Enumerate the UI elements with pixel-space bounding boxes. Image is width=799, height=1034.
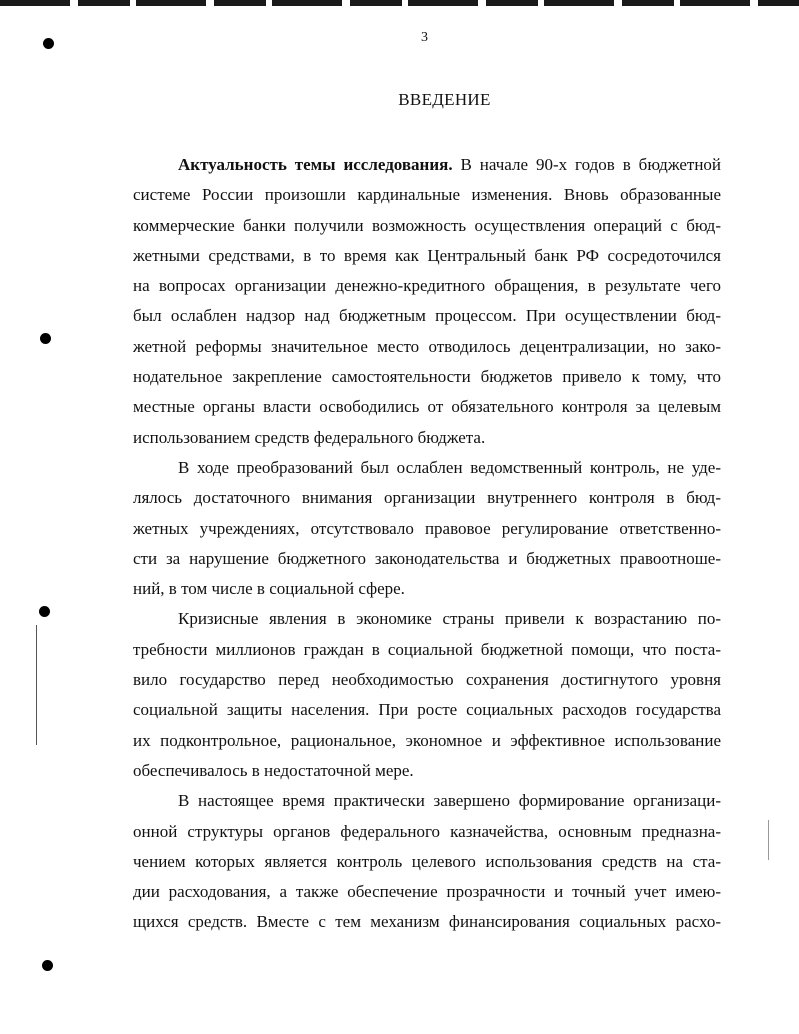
text-line: вило государство перед необходимостью сохранения достигнутого уровня xyxy=(133,670,721,690)
text-line: ний, в том числе в социальной сфере. xyxy=(133,579,405,599)
text-line: на вопросах организации денежно-кредитного обращения, в результате чего xyxy=(133,276,721,296)
text-line: системе России произошли кардинальные изменения. Вновь образованные xyxy=(133,185,721,205)
text-line: щихся средств. Вместе с тем механизм финансирования социальных расхо- xyxy=(133,912,721,932)
text-line: дии расходования, а также обеспечение прозрачности и точный учет имею- xyxy=(133,882,721,902)
text-line: требности миллионов граждан в социальной бюджетной помощи, что поста- xyxy=(133,639,721,659)
text-line: жетными средствами, в то время как Центральный банк РФ сосредоточился xyxy=(133,245,721,265)
section-heading: ВВЕДЕНИЕ xyxy=(398,90,491,109)
text-line: коммерческие банки получили возможность осуществления операций с бюд- xyxy=(133,215,721,235)
text-line: был ослаблен надзор над бюджетным процессом. При осуществлении бюд- xyxy=(133,306,721,326)
text-line: их подконтрольное, рациональное, экономное и эффективное использование xyxy=(133,730,721,750)
lead-bold-phrase: Актуальность темы исследования. xyxy=(178,155,453,174)
scan-margin-line xyxy=(768,820,769,860)
scan-top-edge xyxy=(0,0,799,6)
text-line: Кризисные явления в экономике страны привели к возрастанию по- xyxy=(178,609,721,629)
text-line: В ходе преобразований был ослаблен ведомственный контроль, не уде- xyxy=(178,457,721,477)
text-line: местные органы власти освободились от обязательного контроля за целевым xyxy=(133,397,721,417)
text-line: сти за нарушение бюджетного законодательства и бюджетных правоотноше- xyxy=(133,548,721,568)
scan-margin-line xyxy=(36,625,37,745)
text-line: онной структуры органов федерального казначейства, основным предназна- xyxy=(133,821,721,841)
text-line: лялось достаточного внимания организации внутреннего контроля в бюд- xyxy=(133,488,721,508)
text-line: жетных учреждениях, отсутствовало правовое регулирование ответственно- xyxy=(133,518,721,538)
body-text xyxy=(133,150,721,938)
binding-hole-mark xyxy=(40,333,51,344)
text-line: Актуальность темы исследования. В начале 90-х годов в бюджетной xyxy=(178,155,721,174)
text-line: социальной защиты населения. При росте социальных расходов государства xyxy=(133,700,721,720)
text-line: нодательное закрепление самостоятельности бюджетов привело к тому, что xyxy=(133,367,721,387)
text-line: обеспечивалось в недостаточной мере. xyxy=(133,760,414,780)
binding-hole-mark xyxy=(39,606,50,617)
text-line: жетной реформы значительное место отводилось децентрализации, но зако- xyxy=(133,336,721,356)
binding-hole-mark xyxy=(42,960,53,971)
text-line: чением которых является контроль целевого использования средств на ста- xyxy=(133,851,721,871)
text-line: использованием средств федерального бюджета. xyxy=(133,427,486,447)
text-line: В настоящее время практически завершено формирование организаци- xyxy=(178,791,721,811)
page-number: 3 xyxy=(421,30,428,45)
